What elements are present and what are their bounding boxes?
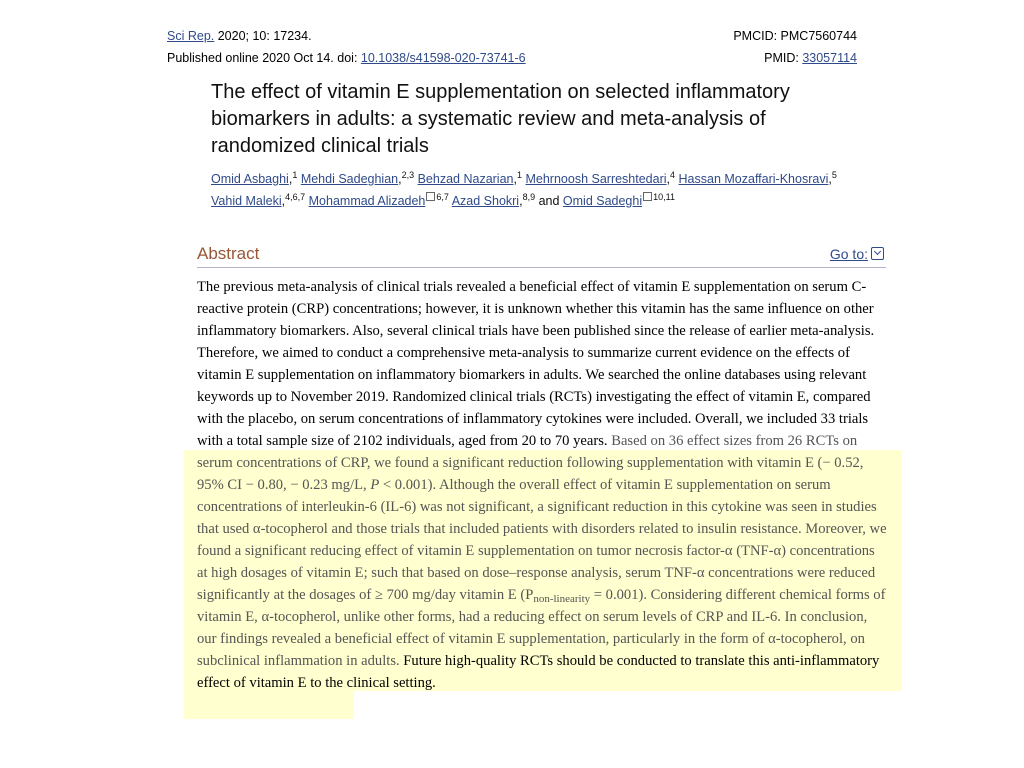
published-line xyxy=(167,50,857,66)
highlighted-text: Based on 36 effect sizes from 26 RCTs on serum concentrations of CRP, we found a significant reduction following supplementation with vitamin E (− 0.52, 95% CI − 0.80, − 0.23 mg/L, P < 0.001). Although the overall effect of vitamin E supplementation on serum concentrations of interleukin-6 (IL-6) was not significant, a significant reduction in this cytokine was seen in studies that used α-tocopherol and those trials that included patients with disorders related to insulin resistance. Moreover, we found a significant reducing effect of vitamin E supplementation on tumor necrosis factor-α (TNF-α) concentrations at high dosages of vitamin E; such that based on dose–response analysis, serum TNF-α concentrations were reduced significantly at the dosages of ≥ 700 mg/day vitamin E $(P_{non-linearity} = 0.001)$. Considering different chemical forms of vitamin E, α-tocopherol, unlike other forms, had a reducing effect on serum levels of CRP and IL-6. In conclusion, our findings revealed a beneficial effect of vitamin E supplementation, particularly in the form of α-tocopherol, on subclinical inflammation in adults. xyxy=(197,433,887,669)
email-icon[interactable] xyxy=(643,192,652,201)
affiliation-number: 4,6,7 xyxy=(285,192,306,202)
chevron-down-icon xyxy=(871,247,884,260)
author-link[interactable]: Behzad Nazarian xyxy=(417,172,514,186)
abstract-intro: The previous meta-analysis of clinical trials revealed a beneficial effect of vitamin E supplementation on serum C-reactive protein (CRP) concentrations; however, it is unknown whether this vitamin has the same influence on other inflammatory biomarkers. Also, several clinical trials have been published since the release of earlier meta-analysis. Therefore, we aimed to conduct a comprehensive meta-analysis to summarize current evidence on the effects of vitamin E supplementation on inflammatory biomarkers in adults. We searched the online databases using relevant keywords up to November 2019. Randomized clinical trials (RCTs) investigating the effect of vitamin E, compared with the placebo, on serum concentrations of inflammatory cytokines were included. Overall, we included 33 trials with a total sample size of 2102 individuals, aged from 20 to 70 years. xyxy=(197,279,875,449)
article-title: The effect of vitamin E supplementation on selected inflammatory biomarkers in adults: a systematic review and meta-analysis of randomized clinical trials xyxy=(211,81,790,157)
affiliation-number: 1 xyxy=(516,170,522,180)
author-link[interactable]: Azad Shokri xyxy=(451,194,520,208)
pmcid-line: PMCID: PMC7560744 xyxy=(733,29,857,43)
abstract-header xyxy=(197,244,886,268)
citation-line xyxy=(167,28,857,44)
published-text: Published online 2020 Oct 14. doi: xyxy=(167,51,361,65)
text-highlight-tail xyxy=(184,691,354,719)
affiliation-number: 4 xyxy=(670,170,676,180)
affiliation-number: 6,7 xyxy=(436,192,449,202)
pmcid-value: PMC7560744 xyxy=(780,29,857,43)
author-link[interactable]: Hassan Mozaffari-Khosravi xyxy=(678,172,829,186)
pmid-link[interactable]: 33057114 xyxy=(802,51,857,65)
author-link[interactable]: Mehdi Sadeghian xyxy=(300,172,399,186)
affiliation-number: 10,11 xyxy=(653,192,675,202)
author-link[interactable]: Mohammad Alizadeh xyxy=(308,194,426,208)
pmid-line: PMID: 33057114 xyxy=(764,51,857,65)
affiliation-number: 2,3 xyxy=(401,170,415,180)
affiliation-number: 1 xyxy=(292,170,298,180)
journal-link[interactable]: Sci Rep. xyxy=(167,29,215,43)
author-link[interactable]: Vahid Maleki xyxy=(211,194,282,208)
abstract-conclusion: Future high-quality RCTs should be conducted to translate this anti-inflammatory effect of vitamin E to the clinical setting. xyxy=(197,653,880,691)
author-list: Omid Asbaghi,$^1$ Mehdi Sadeghian,$^{2,3}$ Behzad Nazarian,$^1$ Mehrnoosh Sarreshtedari,$^4$ Hassan Mozaffari-Khosravi,$^5$ Vahid Maleki,$^{4,6,7}$ Mohammad Alizadeh $^{6,7}$ Azad Shokri,$^{8,9}$ and Omid Sadeghi $^{10,11}$ xyxy=(211,170,837,208)
abstract-text xyxy=(197,276,887,694)
goto-button[interactable]: Go to: xyxy=(830,246,884,262)
affiliation-number: 8,9 xyxy=(522,192,536,202)
author-link[interactable]: Omid Asbaghi xyxy=(211,172,289,186)
email-icon[interactable] xyxy=(426,192,435,201)
volume-info: 2020; 10: 17234. xyxy=(214,29,312,43)
abstract-heading: Abstract xyxy=(197,244,260,263)
author-link[interactable]: Mehrnoosh Sarreshtedari xyxy=(525,172,667,186)
affiliation-number: 5 xyxy=(831,170,837,180)
doi-link[interactable]: 10.1038/s41598-020-73741-6 xyxy=(360,51,526,65)
author-link[interactable]: Omid Sadeghi xyxy=(562,194,643,208)
